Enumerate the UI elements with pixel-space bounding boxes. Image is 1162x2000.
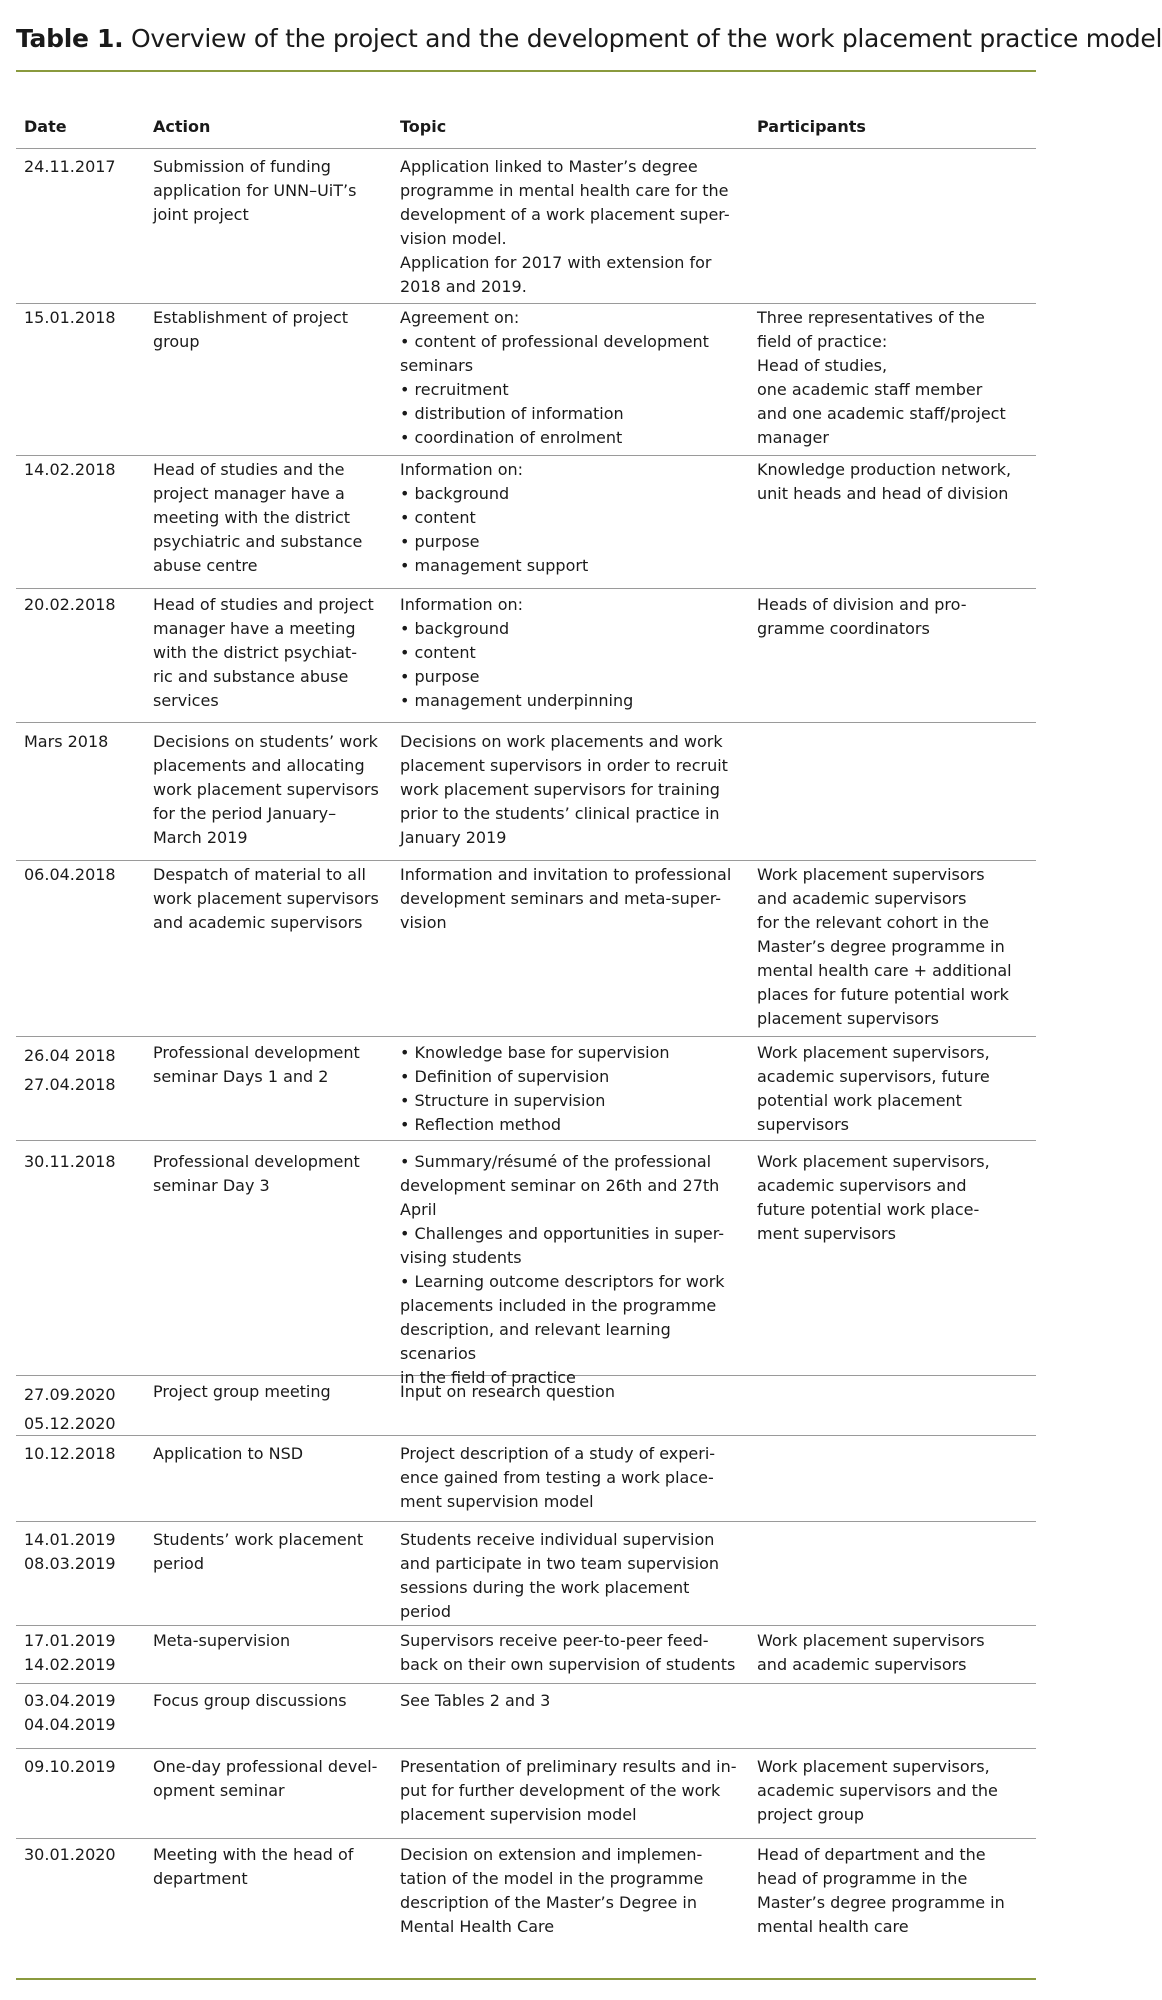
top-rule — [16, 70, 1036, 72]
cell-date: 17.01.2019 14.02.2019 — [24, 1631, 116, 1674]
row-divider — [16, 722, 1036, 723]
cell-participants: Work placement supervisors, academic supervisors and future potential work place- ment supervisors — [757, 1152, 990, 1243]
cell-date: 30.01.2020 — [24, 1845, 116, 1864]
cell-topic: • Summary/résumé of the professional development seminar on 26th and 27th April • Challenges and opportunities in super- vising students • Learning outcome descriptors for work placements included in the programme description, and relevant learning scenarios in the field of practice — [400, 1152, 725, 1387]
header-participants: Participants — [757, 117, 866, 136]
cell-action: Students’ work placement period — [153, 1530, 364, 1573]
cell-action: Head of studies and project manager have a meeting with the district psychiat- ric and substance abuse services — [153, 595, 374, 710]
header-date: Date — [24, 117, 67, 136]
header-topic: Topic — [400, 117, 447, 136]
cell-action: Application to NSD — [153, 1444, 304, 1463]
cell-date: 15.01.2018 — [24, 308, 116, 327]
row-divider — [16, 1036, 1036, 1037]
cell-action: Professional development seminar Days 1 and 2 — [153, 1043, 360, 1086]
cell-action: Meeting with the head of department — [153, 1845, 354, 1888]
cell-date: Mars 2018 — [24, 732, 109, 751]
cell-topic: Decision on extension and implemen- tation of the model in the programme description of the Master’s Degree in Mental Health Care — [400, 1845, 704, 1936]
row-divider — [16, 1625, 1036, 1626]
table-title — [16, 22, 1162, 56]
cell-action: Professional development seminar Day 3 — [153, 1152, 360, 1195]
cell-participants: Work placement supervisors, academic supervisors, future potential work placement supervisors — [757, 1043, 990, 1134]
row-divider — [16, 860, 1036, 861]
row-divider — [16, 455, 1036, 456]
cell-action: Meta-supervision — [153, 1631, 291, 1650]
cell-date: 14.02.2018 — [24, 460, 116, 479]
cell-date: 06.04.2018 — [24, 865, 116, 884]
cell-action: Decisions on students’ work placements and allocating work placement supervisors for the period January– March 2019 — [153, 732, 379, 847]
table-caption: Overview of the project and the development of the work placement practice model — [123, 24, 1162, 53]
cell-action: Despatch of material to all work placement supervisors and academic supervisors — [153, 865, 379, 932]
row-divider — [16, 588, 1036, 589]
cell-topic: See Tables 2 and 3 — [400, 1691, 551, 1710]
cell-action: Focus group discussions — [153, 1691, 347, 1710]
cell-date: 03.04.2019 04.04.2019 — [24, 1691, 116, 1734]
cell-participants: Work placement supervisors and academic supervisors — [757, 1631, 985, 1674]
row-divider — [16, 303, 1036, 304]
cell-date: 20.02.2018 — [24, 595, 116, 614]
cell-topic: Decisions on work placements and work placement supervisors in order to recruit work placement supervisors for training prior to the students’ clinical practice in January 2019 — [400, 732, 728, 847]
cell-date: 14.01.2019 08.03.2019 — [24, 1530, 116, 1573]
cell-action: Submission of funding application for UNN–UiT’s joint project — [153, 157, 357, 224]
cell-topic: Supervisors receive peer-to-peer feed- back on their own supervision of students — [400, 1631, 736, 1674]
cell-participants: Work placement supervisors, academic supervisors and the project group — [757, 1757, 998, 1824]
cell-date: 30.11.2018 — [24, 1152, 116, 1171]
cell-topic: Information on: • background • content • purpose • management underpinning — [400, 595, 634, 710]
cell-date: 24.11.2017 — [24, 157, 116, 176]
row-divider — [16, 1435, 1036, 1436]
cell-action: Head of studies and the project manager have a meeting with the district psychiatric and substance abuse centre — [153, 460, 363, 575]
cell-date: 09.10.2019 — [24, 1757, 116, 1776]
row-divider — [16, 1838, 1036, 1839]
row-divider — [16, 1521, 1036, 1522]
table-number: Table 1. — [16, 24, 124, 53]
cell-topic: • Knowledge base for supervision • Definition of supervision • Structure in supervision • Reflection method — [400, 1043, 670, 1134]
cell-topic: Presentation of preliminary results and in- put for further development of the work placement supervision model — [400, 1757, 737, 1824]
cell-topic: Application linked to Master’s degree programme in mental health care for the development of a work placement super- vision model. Application for 2017 with extension for 2018 and 2019. — [400, 157, 730, 296]
cell-participants: Knowledge production network, unit heads and head of division — [757, 460, 1012, 503]
row-divider — [16, 1140, 1036, 1141]
cell-participants: Head of department and the head of programme in the Master’s degree programme in mental health care — [757, 1845, 1005, 1936]
cell-topic: Project description of a study of experi- ence gained from testing a work place- ment supervision model — [400, 1444, 716, 1511]
cell-date: 26.04 2018 27.04.2018 — [24, 1046, 116, 1094]
cell-date: 27.09.2020 05.12.2020 — [24, 1385, 116, 1433]
row-divider — [16, 148, 1036, 149]
cell-topic: Agreement on: • content of professional development seminars • recruitment • distribution of information • coordination of enrolment — [400, 308, 709, 447]
header-action: Action — [153, 117, 211, 136]
cell-action: One-day professional devel- opment seminar — [153, 1757, 378, 1800]
cell-participants: Heads of division and pro- gramme coordinators — [757, 595, 967, 638]
cell-participants: Three representatives of the field of practice: Head of studies, one academic staff member and one academic staff/project manager — [757, 308, 1006, 447]
bottom-rule — [16, 1978, 1036, 1980]
cell-topic: Input on research question — [400, 1382, 615, 1401]
cell-topic: Information on: • background • content • purpose • management support — [400, 460, 589, 575]
row-divider — [16, 1748, 1036, 1749]
cell-action: Project group meeting — [153, 1382, 331, 1401]
cell-date: 10.12.2018 — [24, 1444, 116, 1463]
row-divider — [16, 1683, 1036, 1684]
cell-topic: Information and invitation to professional development seminars and meta-super- vision — [400, 865, 732, 932]
cell-action: Establishment of project group — [153, 308, 349, 351]
cell-topic: Students receive individual supervision and participate in two team supervision sessions during the work placement period — [400, 1530, 720, 1621]
cell-participants: Work placement supervisors and academic supervisors for the relevant cohort in the Master’s degree programme in mental health care + additional places for future potential work placement supervisors — [757, 865, 1012, 1028]
